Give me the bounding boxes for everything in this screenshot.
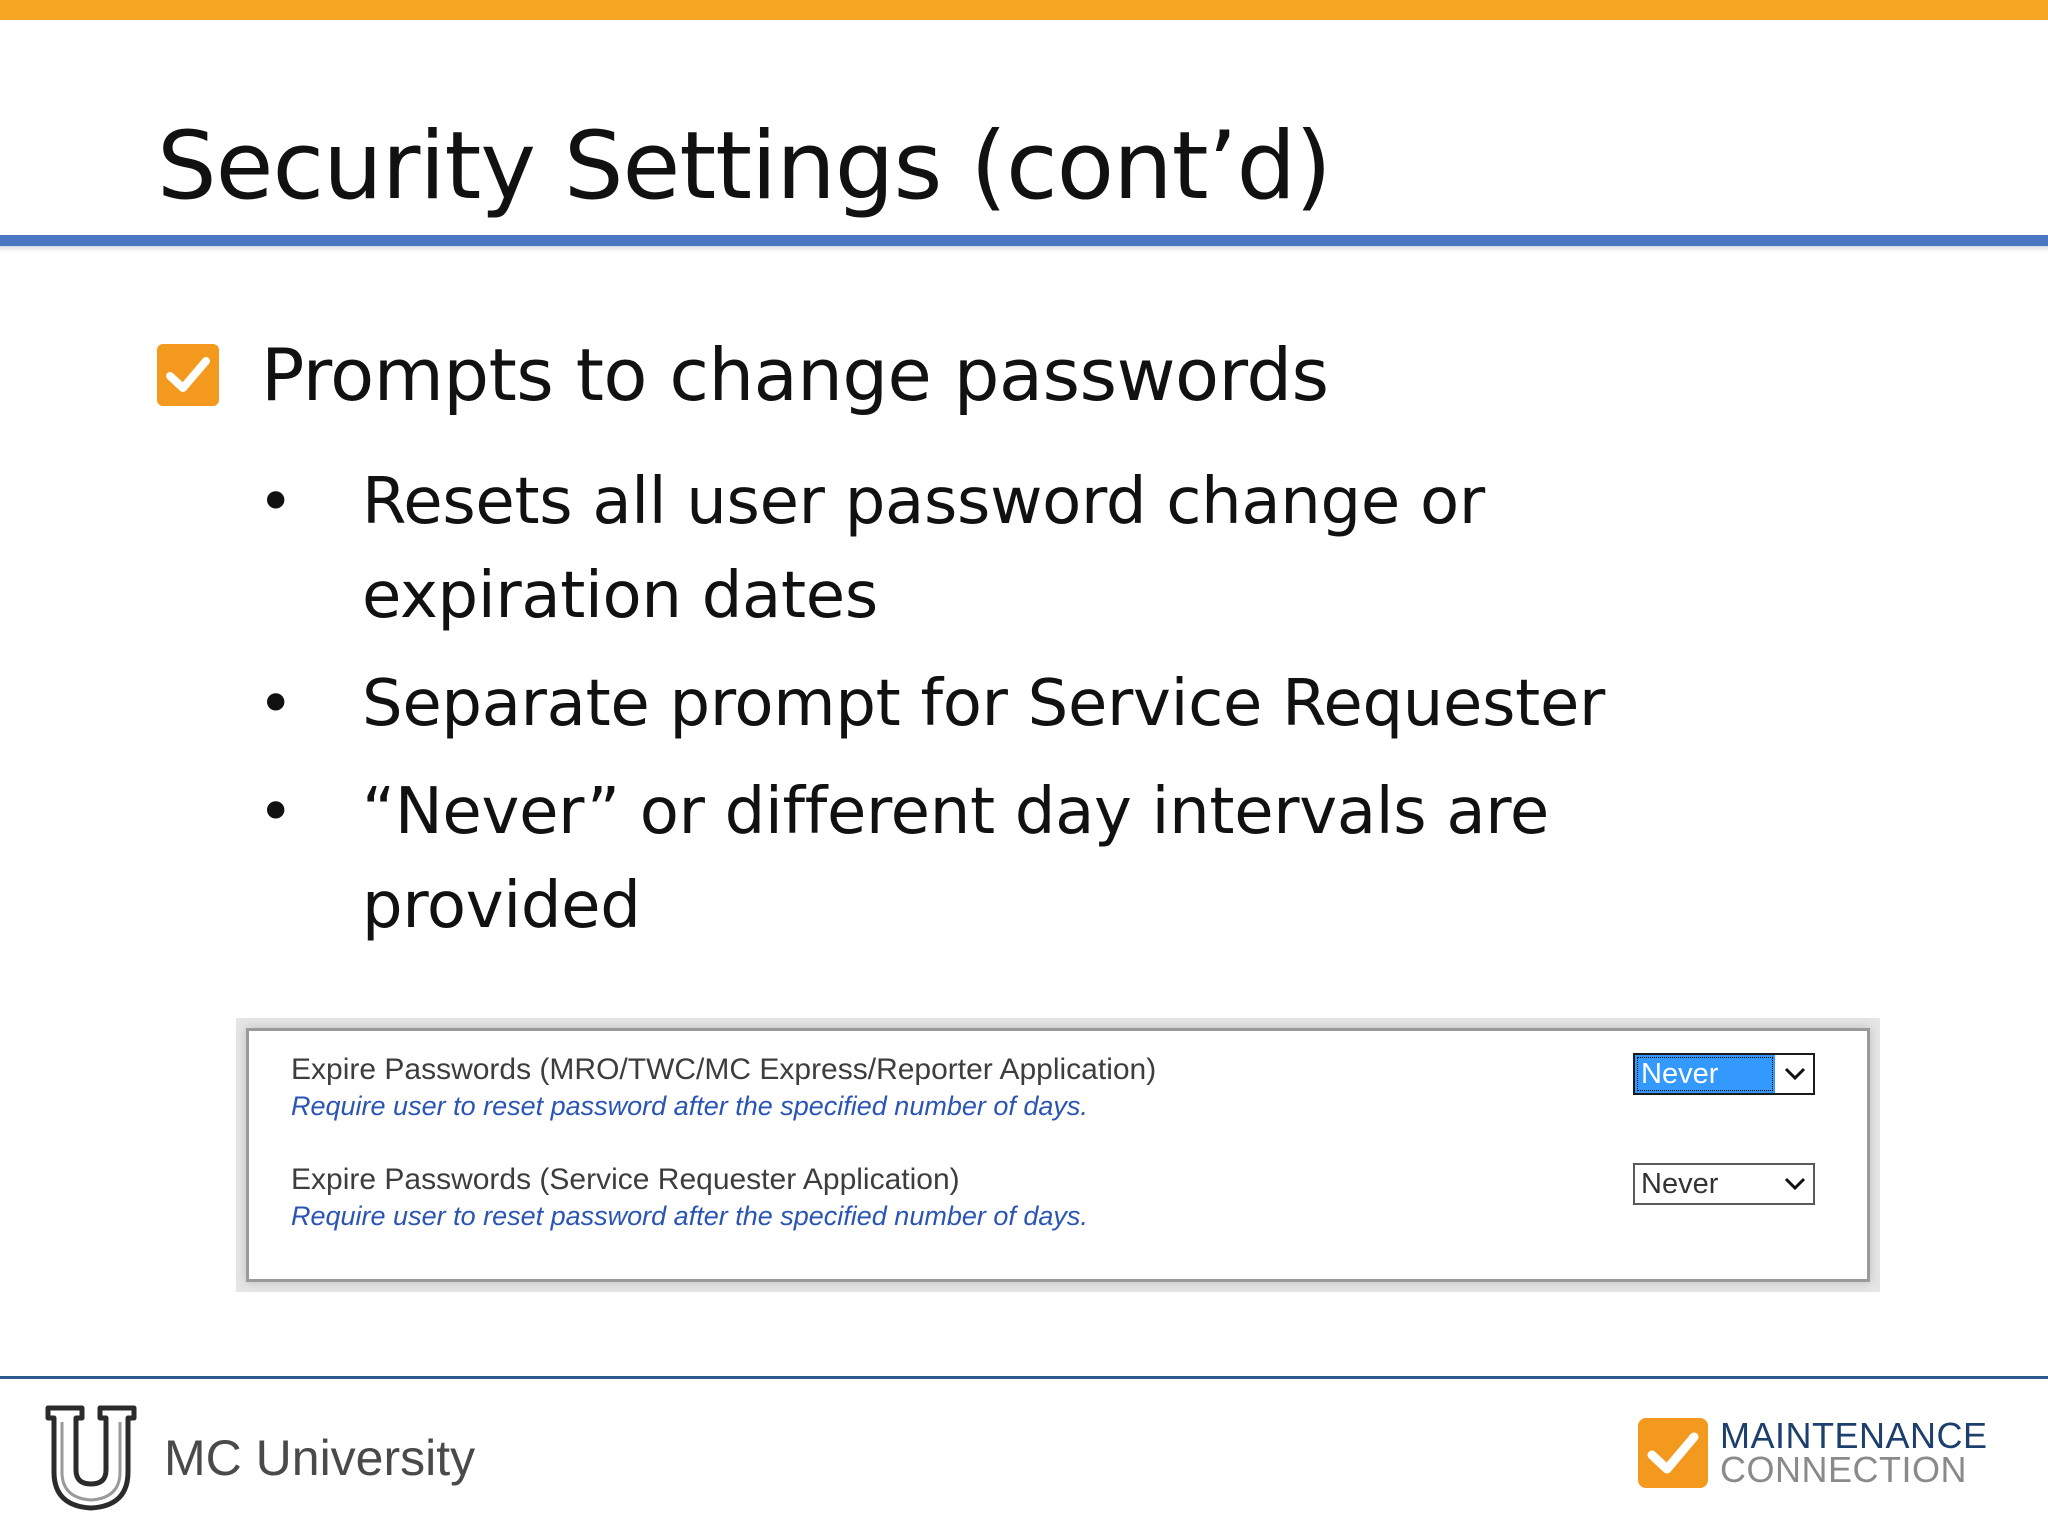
check-icon <box>157 344 219 406</box>
setting-row-expire-main <box>291 1053 1156 1122</box>
setting-label: Expire Passwords (Service Requester Application) <box>291 1163 960 1196</box>
sub-bullet-text: “Never” or different day intervals are provided <box>362 775 1549 943</box>
main-bullet-text: Prompts to change passwords <box>261 333 1329 417</box>
sub-bullet-item <box>258 657 1758 751</box>
sub-bullet-list <box>258 455 1758 967</box>
main-bullet <box>157 333 1329 417</box>
company-name-line1: MAINTENANCE <box>1720 1415 1988 1456</box>
chevron-down-icon[interactable] <box>1777 1055 1813 1093</box>
select-value: Never <box>1641 1167 1719 1200</box>
company-name-line2: CONNECTION <box>1720 1449 1967 1490</box>
setting-description: Require user to reset password after the specified number of days. <box>291 1091 1088 1121</box>
check-logo-icon <box>1638 1418 1708 1488</box>
bullet-dot-icon: • <box>258 467 294 537</box>
chevron-down-icon[interactable] <box>1777 1165 1813 1203</box>
sub-bullet-text: Separate prompt for Service Requester <box>362 667 1606 741</box>
footer-company-logo <box>1638 1415 1988 1490</box>
setting-description: Require user to reset password after the specified number of days. <box>291 1201 1088 1231</box>
sub-bullet-item <box>258 455 1758 643</box>
company-name <box>1720 1415 1988 1490</box>
setting-row-expire-requester <box>291 1163 1088 1232</box>
setting-label: Expire Passwords (MRO/TWC/MC Express/Reporter Application) <box>291 1053 1157 1086</box>
expire-main-select[interactable] <box>1633 1053 1815 1095</box>
u-shield-logo-icon <box>42 1404 140 1512</box>
top-accent-bar <box>0 0 2048 20</box>
slide-title: Security Settings (cont’d) <box>157 112 1331 221</box>
footer-university <box>42 1404 475 1512</box>
expire-requester-select[interactable] <box>1633 1163 1815 1205</box>
footer-divider <box>0 1376 2048 1379</box>
sub-bullet-item <box>258 765 1758 953</box>
bullet-dot-icon: • <box>258 669 294 739</box>
settings-screenshot <box>236 1018 1880 1292</box>
title-divider <box>0 235 2048 246</box>
bullet-dot-icon: • <box>258 777 294 847</box>
sub-bullet-text: Resets all user password change or expiration dates <box>362 465 1485 633</box>
university-name: MC University <box>164 1430 476 1486</box>
settings-panel <box>246 1028 1870 1282</box>
title-divider-shadow <box>0 246 2048 252</box>
select-value: Never <box>1635 1055 1775 1093</box>
